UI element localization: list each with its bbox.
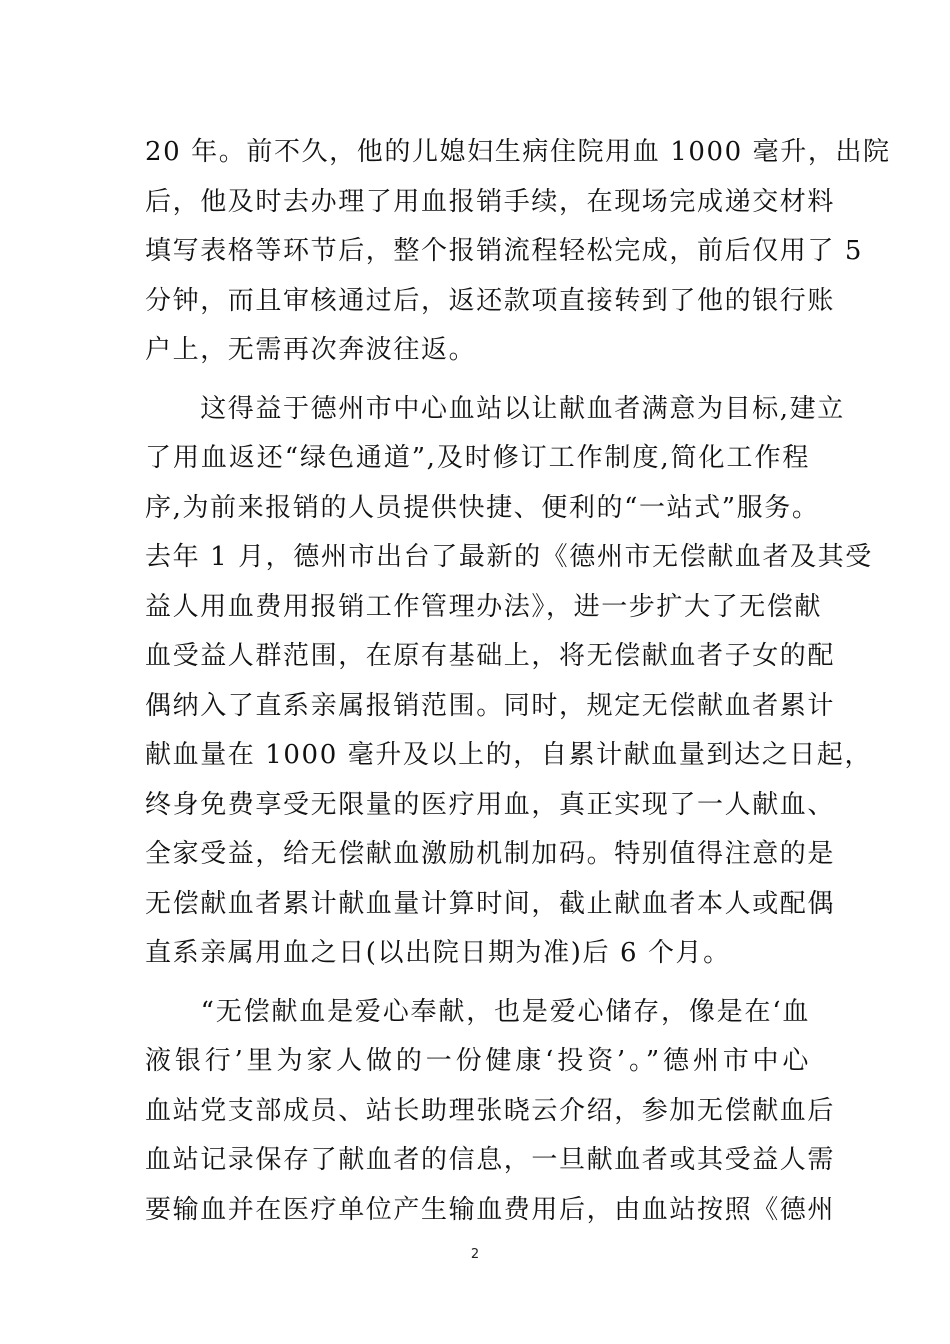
text-line: 血站党支部成员、站长助理张晓云介绍，参加无偿献血后: [145, 1095, 836, 1126]
paragraph-2: [145, 385, 873, 979]
paragraph-3: [145, 988, 836, 1236]
text-line: 偶纳入了直系亲属报销范围。同时，规定无偿献血者累计: [145, 690, 836, 721]
text-line: 无偿献血者累计献血量计算时间，截止献血者本人或配偶: [145, 888, 836, 919]
text-line: 血站记录保存了献血者的信息，一旦献血者或其受益人需: [145, 1145, 836, 1175]
text-line: 去年 1 月，德州市出台了最新的《德州市无偿献血者及其受: [145, 542, 873, 572]
text-line: 终身免费享受无限量的医疗用血，真正实现了一人献血、: [145, 789, 836, 820]
text-line: 血受益人群范围，在原有基础上，将无偿献血者子女的配: [145, 641, 836, 671]
text-line: 液银行’里为家人做的一份健康‘投资’。”德州市中心: [145, 1046, 810, 1076]
text-line: “无偿献血是爱心奉献，也是爱心储存，像是在‘血: [145, 996, 810, 1027]
text-line: 20 年。前不久，他的儿媳妇生病住院用血 1000 毫升，出院: [145, 137, 891, 167]
text-line: 序,为前来报销的人员提供快捷、便利的“一站式”服务。: [145, 492, 820, 523]
text-line: 全家受益，给无偿献血激励机制加码。特别值得注意的是: [145, 839, 836, 869]
paragraph-1: [145, 128, 891, 376]
paragraph-gap: [145, 979, 810, 988]
body-text: [145, 128, 891, 1235]
text-line: 这得益于德州市中心血站以让献血者满意为目标,建立: [145, 393, 845, 424]
text-line: 户上，无需再次奔波往返。: [145, 335, 477, 365]
page-number: 2: [470, 1247, 480, 1262]
text-line: 献血量在 1000 毫升及以上的，自累计献血量到达之日起，: [145, 740, 873, 770]
text-line: 了用血返还“绿色通道”,及时修订工作制度,简化工作程: [145, 443, 810, 473]
text-line: 要输血并在医疗单位产生输血费用后，由血站按照《德州: [145, 1194, 836, 1225]
text-line: 分钟，而且审核通过后，返还款项直接转到了他的银行账: [145, 285, 836, 316]
text-line: 后，他及时去办理了用血报销手续，在现场完成递交材料: [145, 186, 836, 217]
text-line: 直系亲属用血之日(以出院日期为准)后 6 个月。: [145, 938, 731, 968]
text-line: 益人用血费用报销工作管理办法》，进一步扩大了无偿献: [145, 591, 823, 622]
text-line: 填写表格等环节后，整个报销流程轻松完成，前后仅用了 5: [145, 236, 864, 266]
paragraph-gap: [145, 376, 810, 385]
